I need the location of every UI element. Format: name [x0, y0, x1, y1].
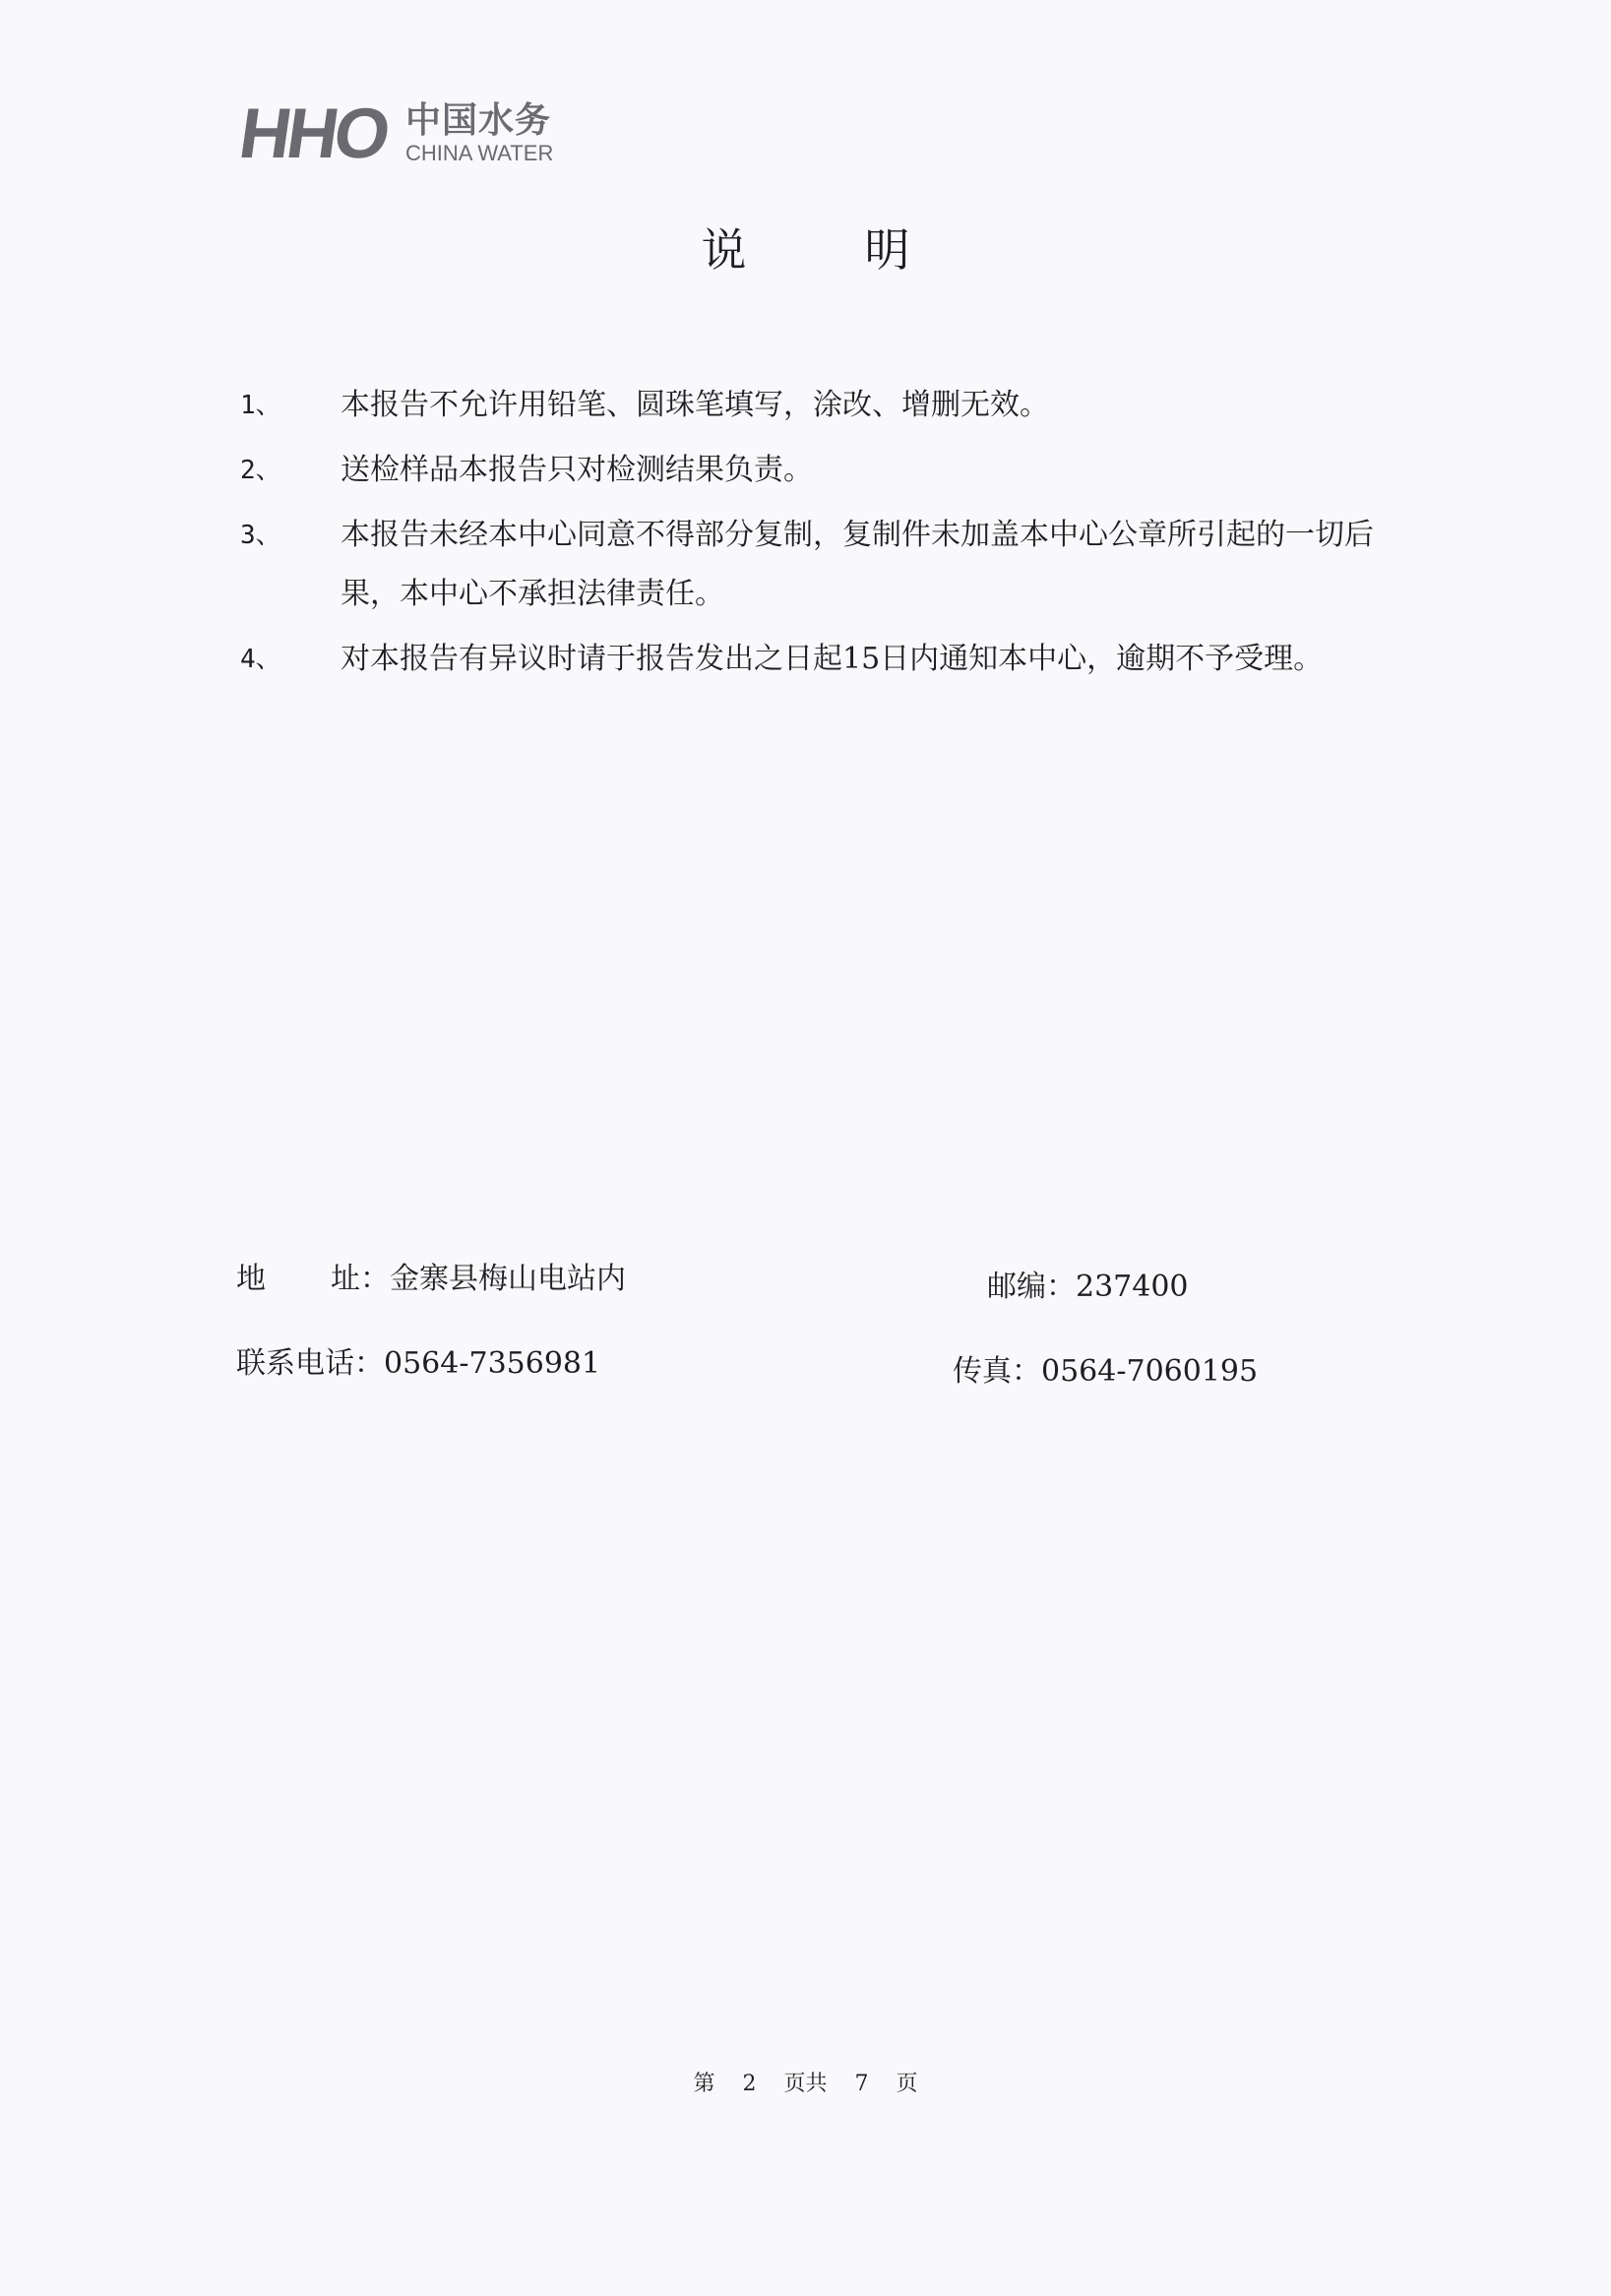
logo-mark: HHO	[234, 94, 392, 173]
note-text: 送检样品本报告只对检测结果负责。	[341, 453, 813, 487]
note-number: 3、	[240, 521, 281, 550]
address-value: 金寨县梅山电站内	[390, 1262, 626, 1296]
note-item	[240, 376, 1392, 435]
address-label-2: 址：	[331, 1262, 390, 1296]
page-prefix: 第	[693, 2072, 715, 2096]
note-item	[240, 630, 1392, 689]
note-text: 本报告未经本中心同意不得部分复制，复制件未加盖本中心公章所引起的一切后果，本中心不承担法律责任。	[341, 518, 1374, 611]
fax-label: 传真：	[953, 1354, 1041, 1389]
page-title	[0, 215, 1611, 279]
note-number: 2、	[240, 456, 281, 485]
note-item	[240, 506, 1392, 624]
address-label-1: 地	[236, 1262, 266, 1296]
note-item	[240, 441, 1392, 500]
note-text: 对本报告有异议时请于报告发出之日起15日内通知本中心，逾期不予受理。	[341, 642, 1324, 676]
note-number: 4、	[240, 645, 281, 674]
note-text: 本报告不允许用铅笔、圆珠笔填写，涂改、增删无效。	[341, 388, 1049, 422]
postcode-line	[987, 1262, 1189, 1305]
page-footer	[0, 2067, 1611, 2097]
phone-value: 0564-7356981	[384, 1346, 601, 1381]
page-suffix: 页	[896, 2072, 918, 2096]
address-line	[236, 1254, 626, 1297]
fax-line	[953, 1346, 1258, 1390]
logo-name-cn: 中国水务	[405, 100, 552, 141]
page-total: 7	[854, 2072, 869, 2096]
title-char-2: 明	[864, 223, 910, 277]
postcode-label: 邮编：	[987, 1270, 1076, 1304]
notes-list	[240, 376, 1392, 695]
note-number: 1、	[240, 391, 281, 420]
page-middle: 页共	[783, 2072, 828, 2096]
logo-name-en: CHINA WATER	[405, 141, 554, 165]
phone-line	[236, 1338, 600, 1382]
title-char-1: 说	[701, 223, 747, 277]
page-current: 2	[742, 2072, 757, 2096]
logo-text	[405, 100, 554, 165]
postcode-value: 237400	[1076, 1270, 1189, 1304]
fax-value: 0564-7060195	[1041, 1354, 1259, 1389]
company-logo	[234, 94, 554, 173]
phone-label: 联系电话：	[236, 1346, 384, 1381]
